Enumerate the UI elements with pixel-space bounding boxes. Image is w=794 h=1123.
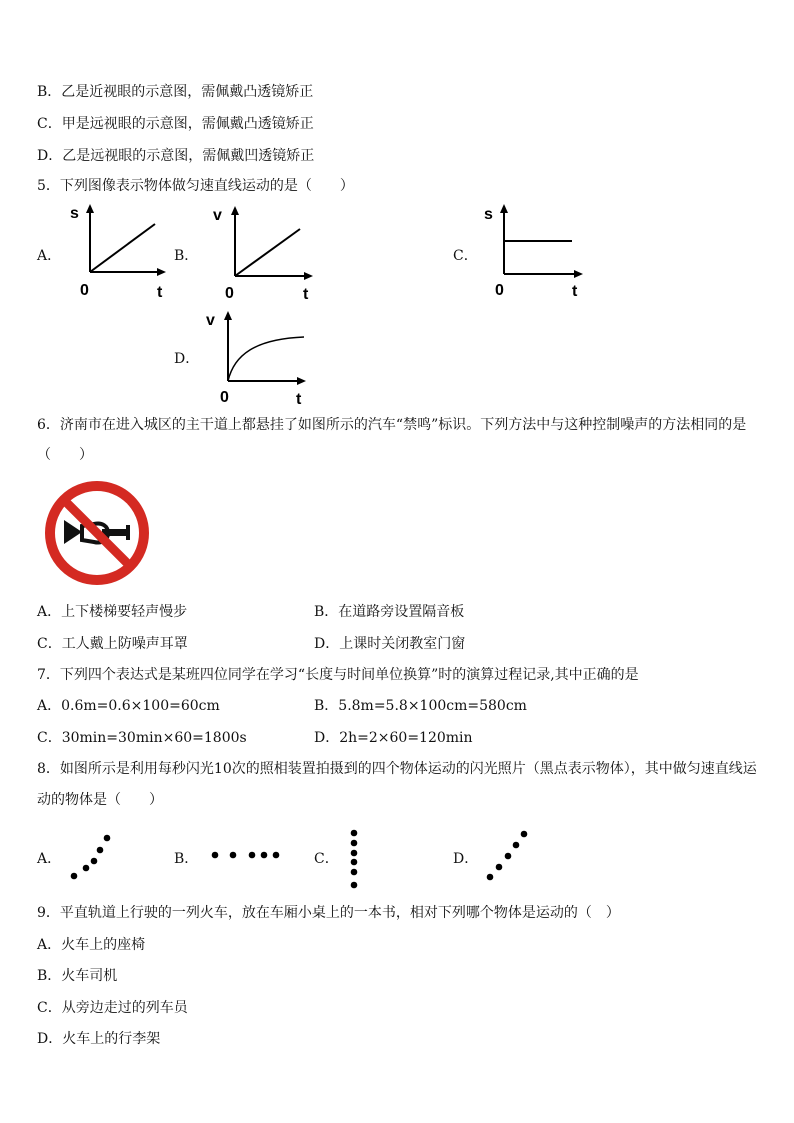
q8-label-c: C． — [314, 851, 339, 867]
q5-graph-a — [60, 200, 170, 300]
q4-option-c: C．甲是远视眼的示意图，需佩戴凸透镜矫正 — [37, 116, 314, 132]
q5-graph-d — [200, 305, 315, 405]
q7-option-d: D．2h=2×60=120min — [314, 730, 473, 746]
q8-stem-line1: 8．如图所示是利用每秒闪光10次的照相装置拍摄到的四个物体运动的闪光照片（黑点表示物体），其中做匀速直线运 — [37, 761, 757, 777]
q5b-origin: 0 — [225, 285, 234, 302]
no-honking-sign-icon — [42, 478, 152, 588]
q5a-x-label: t — [157, 284, 163, 300]
q9-option-b: B．火车司机 — [37, 968, 118, 984]
q5-label-b: B． — [174, 248, 199, 264]
q6-stem-line1: 6．济南市在进入城区的主干道上都悬挂了如图所示的汽车“禁鸣”标识。下列方法中与这种控制噪声的方法相同的是 — [37, 417, 747, 433]
q5b-x-label: t — [303, 286, 309, 302]
q8-label-d: D． — [453, 851, 479, 867]
q6-option-b: B．在道路旁设置隔音板 — [314, 604, 465, 620]
q8-stem-line2: 动的物体是（ ） — [37, 792, 163, 808]
q8-dots-a — [64, 830, 119, 885]
q5-label-d: D． — [174, 351, 200, 367]
q6-stem-line2: （ ） — [37, 447, 93, 463]
q6-option-d: D．上课时关闭教室门窗 — [314, 636, 466, 652]
q5a-y-label: s — [70, 205, 79, 222]
q5-label-a: A． — [37, 248, 62, 264]
q9-option-d: D．火车上的行李架 — [37, 1031, 161, 1047]
q7-option-a: A．0.6m=0.6×100=60cm — [37, 698, 220, 714]
q8-dots-c — [343, 825, 365, 893]
q9-option-a: A．火车上的座椅 — [37, 937, 146, 953]
q4-option-d: D．乙是远视眼的示意图，需佩戴凹透镜矫正 — [37, 148, 315, 164]
q8-label-b: B． — [174, 851, 199, 867]
q5-label-c: C． — [453, 248, 478, 264]
q5d-y-label: v — [206, 312, 215, 329]
q8-dots-b — [205, 845, 290, 865]
q5c-y-label: s — [484, 206, 493, 223]
q9-option-c: C．从旁边走过的列车员 — [37, 1000, 188, 1016]
q5-stem: 5．下列图像表示物体做匀速直线运动的是（ ） — [37, 178, 354, 194]
q5-graph-c — [475, 200, 590, 300]
q5c-origin: 0 — [495, 282, 504, 299]
q6-option-a: A．上下楼梯要轻声慢步 — [37, 604, 188, 620]
q8-dots-d — [480, 825, 535, 885]
q5c-x-label: t — [572, 283, 578, 300]
q8-label-a: A． — [37, 851, 62, 867]
q5d-origin: 0 — [220, 389, 229, 405]
q5-graph-b — [205, 202, 320, 302]
q4-option-b: B．乙是近视眼的示意图，需佩戴凸透镜矫正 — [37, 84, 314, 100]
q5d-x-label: t — [296, 391, 302, 405]
q6-option-c: C．工人戴上防噪声耳罩 — [37, 636, 188, 652]
q7-stem: 7．下列四个表达式是某班四位同学在学习“长度与时间单位换算”时的演算过程记录,其中正确的是 — [37, 667, 639, 683]
q5a-origin: 0 — [80, 282, 89, 299]
q9-stem: 9．平直轨道上行驶的一列火车，放在车厢小桌上的一本书，相对下列哪个物体是运动的（ ） — [37, 905, 620, 921]
q5b-y-label: v — [213, 207, 222, 224]
q7-option-c: C．30min=30min×60=1800s — [37, 730, 247, 746]
q7-option-b: B．5.8m=5.8×100cm=580cm — [314, 698, 527, 714]
